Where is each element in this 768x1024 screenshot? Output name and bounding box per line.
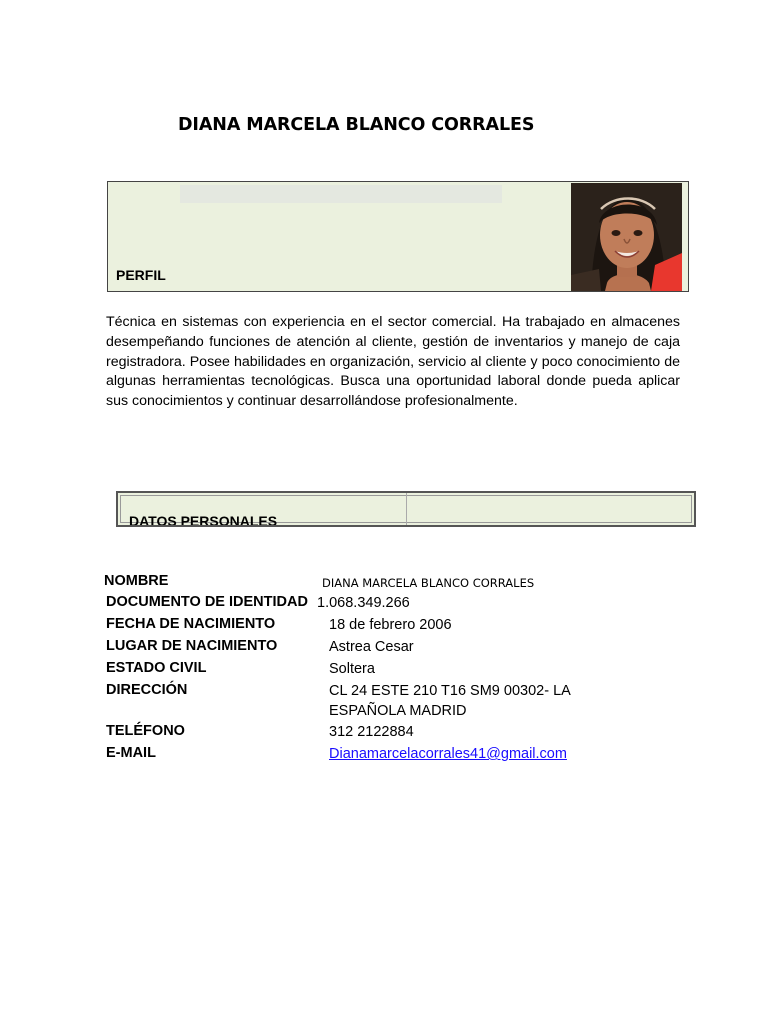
label-telefono: TELÉFONO — [106, 723, 185, 739]
value-lugar-nacimiento: Astrea Cesar — [329, 639, 414, 655]
value-telefono: 312 2122884 — [329, 724, 414, 740]
profile-photo — [571, 183, 682, 291]
perfil-label: PERFIL — [116, 267, 166, 283]
label-email: E-MAIL — [106, 745, 156, 761]
value-direccion-line1: CL 24 ESTE 210 T16 SM9 00302- LA — [329, 683, 571, 699]
value-estado-civil: Soltera — [329, 661, 375, 677]
value-fecha-nacimiento: 18 de febrero 2006 — [329, 617, 452, 633]
label-lugar-nacimiento: LUGAR DE NACIMIENTO — [106, 638, 278, 654]
datos-personales-label: DATOS PERSONALES — [129, 513, 278, 525]
document-title: DIANA MARCELA BLANCO CORRALES — [178, 115, 535, 135]
perfil-header-bar — [180, 185, 502, 203]
perfil-section-header — [107, 181, 689, 292]
email-link[interactable]: Dianamarcelacorrales41@gmail.com — [329, 746, 567, 762]
datos-personales-header — [116, 491, 696, 527]
value-documento: 1.068.349.266 — [317, 595, 410, 611]
label-fecha-nacimiento: FECHA DE NACIMIENTO — [106, 616, 276, 632]
value-nombre: DIANA MARCELA BLANCO CORRALES — [322, 576, 535, 590]
label-direccion: DIRECCIÓN — [106, 682, 188, 698]
profile-summary: Técnica en sistemas con experiencia en el sector comercial. Ha trabajado en almacenes desempeñando funciones de atención al cliente, gestión de inventarios y manejo de caja registradora. Posee habilidades en organización, servicio al cliente y poco conocimiento de algunas herramientas tecnológicas. Busca una oportunidad laboral donde pueda aplicar sus conocimientos y continuar desarrollándose profesionalmente. — [106, 314, 680, 410]
datos-header-divider — [406, 493, 407, 525]
label-documento: DOCUMENTO DE IDENTIDAD — [106, 594, 308, 610]
value-direccion-line2: ESPAÑOLA MADRID — [329, 703, 467, 719]
label-estado-civil: ESTADO CIVIL — [106, 660, 207, 676]
label-nombre: NOMBRE — [104, 573, 169, 589]
